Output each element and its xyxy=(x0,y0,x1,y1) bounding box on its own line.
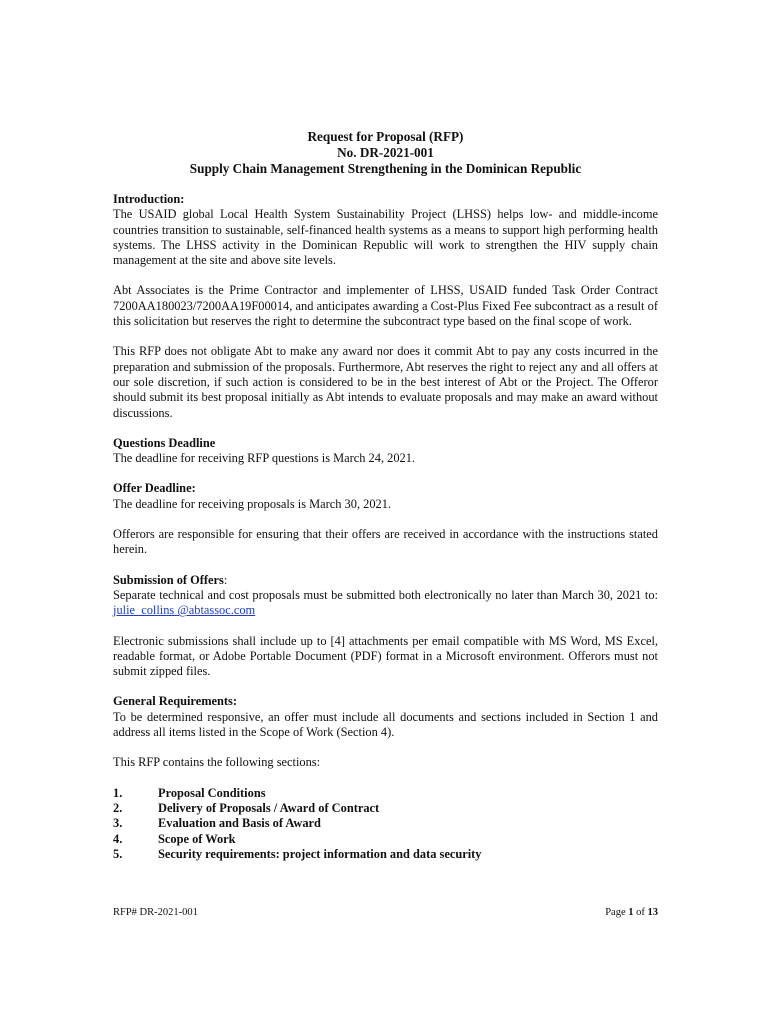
page-of: of xyxy=(633,907,648,918)
submission-section xyxy=(113,573,658,680)
title-line-2: No. DR-2021-001 xyxy=(337,145,434,160)
list-item xyxy=(113,816,658,831)
list-item-number: 3. xyxy=(113,816,123,831)
offer-heading: Offer Deadline: xyxy=(113,481,196,496)
introduction-heading: Introduction: xyxy=(113,192,185,206)
general-text: To be determined responsive, an offer must include all documents and sections included in Section 1 and address all items listed in the Scope of Work (Section 4). xyxy=(113,709,658,740)
list-item xyxy=(113,801,658,816)
page-footer xyxy=(113,907,658,918)
sections-list xyxy=(113,786,658,862)
page-prefix: Page xyxy=(605,907,629,918)
list-item-number: 1. xyxy=(113,785,123,800)
list-item-number: 4. xyxy=(113,831,123,846)
list-item xyxy=(113,832,658,847)
document-page xyxy=(113,129,658,862)
list-item-label: Evaluation and Basis of Award xyxy=(158,816,321,831)
footer-rfp-number: RFP# DR-2021-001 xyxy=(113,907,198,918)
introduction-paragraph-2: Abt Associates is the Prime Contractor and implementer of LHSS, USAID funded Task Order Contract 7200AA180023/7200AA19F00014, and anticipates awarding a Cost-Plus Fixed Fee subcontract as a result of this solicitation but reserves the right to determine the subcontract type based on the final scope of work. xyxy=(113,283,658,329)
list-item-label: Security requirements: project information and data security xyxy=(158,846,482,861)
introduction-paragraph-3: This RFP does not obligate Abt to make any award nor does it commit Abt to pay any costs incurred in the preparation and submission of the proposals. Furthermore, Abt reserves the right to reject any and all offers at our sole discretion, if such action is considered to be in the best interest of Abt or the Project. The Offeror should submit its best proposal initially as Abt intends to evaluate proposals and may make an award without discussions. xyxy=(113,344,658,420)
list-item-label: Scope of Work xyxy=(158,831,236,846)
introduction-section xyxy=(113,192,658,421)
page-total: 13 xyxy=(647,907,658,918)
submission-heading-line xyxy=(113,573,658,588)
general-paragraph-2: This RFP contains the following sections: xyxy=(113,755,321,770)
general-section xyxy=(113,694,658,770)
introduction-paragraph-1: The USAID global Local Health System Sustainability Project (LHSS) helps low- and middle-income countries transition to sustainable, self-financed health systems as a means to support high performing health systems. The LHSS activity in the Dominican Republic will work to strengthen the HIV supply chain management at the site and above site levels. xyxy=(113,207,658,268)
list-item-number: 2. xyxy=(113,800,123,815)
email-link[interactable]: julie_collins @abtassoc.com xyxy=(113,603,256,618)
offer-paragraph-2: Offerors are responsible for ensuring that their offers are received in accordance with the instructions stated herein. xyxy=(113,527,658,557)
questions-heading: Questions Deadline xyxy=(113,435,216,450)
submission-paragraph-2: Electronic submissions shall include up to [4] attachments per email compatible with MS Word, MS Excel, readable format, or Adobe Portable Document (PDF) format in a Microsoft environment. Offerors must not submit zipped files. xyxy=(113,633,658,679)
list-item-number: 5. xyxy=(113,846,123,861)
page-number xyxy=(605,907,658,918)
submission-text-before: Separate technical and cost proposals must be submitted both electronically no later than March 30, 2021 to: xyxy=(113,587,658,602)
general-heading: General Requirements: xyxy=(113,694,237,709)
title-line-1: Request for Proposal (RFP) xyxy=(307,129,464,144)
title-line-3: Supply Chain Management Strengthening in the Dominican Republic xyxy=(189,161,582,176)
list-item-label: Proposal Conditions xyxy=(158,785,266,800)
document-title xyxy=(113,129,658,177)
submission-heading: Submission of Offers xyxy=(113,572,224,587)
page-current: 1 xyxy=(628,907,634,918)
submission-heading-colon: : xyxy=(223,572,228,587)
questions-section xyxy=(113,436,658,467)
questions-text: The deadline for receiving RFP questions is March 24, 2021. xyxy=(113,451,416,466)
offer-text: The deadline for receiving proposals is March 30, 2021. xyxy=(113,496,392,511)
list-item xyxy=(113,847,658,862)
offer-section xyxy=(113,481,658,557)
list-item-label: Delivery of Proposals / Award of Contract xyxy=(158,800,380,815)
submission-text xyxy=(113,588,658,619)
list-item xyxy=(113,786,658,801)
